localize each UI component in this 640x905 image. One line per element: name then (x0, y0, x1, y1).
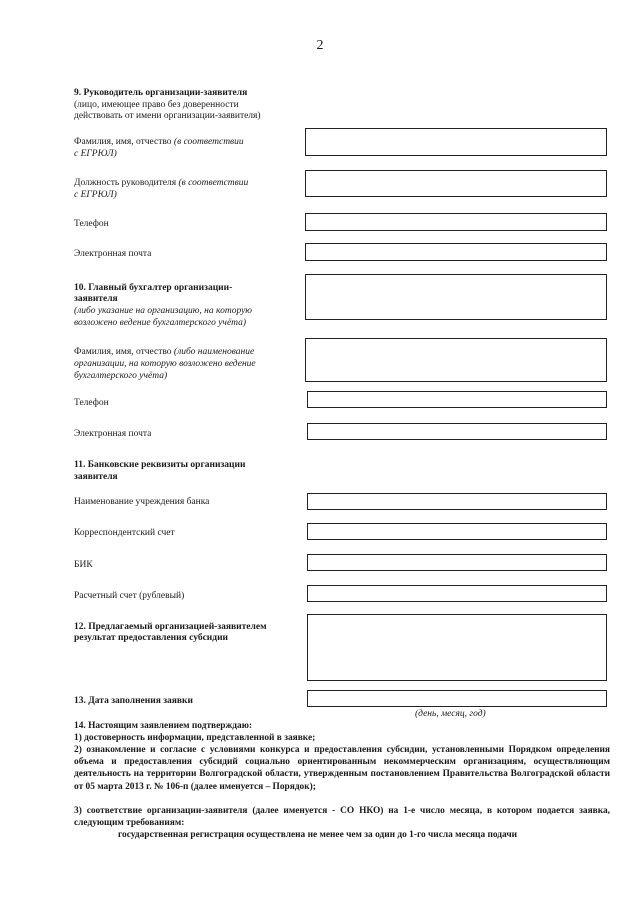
s11-corr-field[interactable] (307, 523, 607, 540)
section14-title: 14. Настоящим заявлением подтверждаю: (74, 721, 253, 731)
s9-position-label-row (74, 178, 248, 190)
section10-note-line1: (либо указание на организацию, на которую (74, 306, 252, 316)
s9-fio-field[interactable] (305, 128, 607, 156)
s10-fio-field[interactable] (305, 338, 607, 382)
section9-subtitle-line2: действовать от имени организации-заявителя) (74, 111, 261, 121)
s11-bik-field[interactable] (307, 554, 607, 571)
s10-fio-note1: (либо наименование (173, 347, 255, 357)
section9-subtitle-line1: (лицо, имеющее право без доверенности (74, 100, 239, 110)
page-number: 2 (316, 38, 324, 53)
s11-corr-label: Корреспондентский счет (74, 528, 175, 538)
section14-item3-sub: государственная регистрация осуществлена не менее чем за один до 1-го числа месяца подачи (118, 830, 518, 840)
s9-fio-note2: с ЕГРЮЛ) (74, 149, 117, 159)
section9-title: 9. Руководитель организации-заявителя (74, 88, 248, 98)
s12-result-field[interactable] (307, 614, 607, 681)
section14-item1: 1) достоверность информации, представленной в заявке; (74, 733, 316, 743)
s10-phone-field[interactable] (307, 391, 607, 408)
s11-bik-label: БИК (74, 560, 93, 570)
section10-title-line2: заявителя (74, 294, 118, 304)
s9-fio-label-row (74, 137, 244, 149)
section11-title-line1: 11. Банковские реквизиты организации (74, 460, 246, 470)
section10-note-line2: возложено ведение бухгалтерского учёта) (74, 318, 247, 328)
s9-position-note2: с ЕГРЮЛ) (74, 190, 117, 200)
s10-fio-note2: организации, на которую возложено ведение (74, 359, 256, 369)
section14-item3: 3) соответствие организации-заявителя (далее именуется - СО НКО) на 1-е число месяца, в котором подается заявка, следующим требованиям: (74, 806, 610, 829)
s9-phone-field[interactable] (305, 213, 607, 231)
s9-position-field[interactable] (305, 170, 607, 197)
s10-phone-label: Телефон (74, 398, 109, 408)
s10-email-label: Электронная почта (74, 429, 152, 439)
s11-bank-label: Наименование учреждения банка (74, 497, 210, 507)
section12-title-line2: результат предоставления субсидии (74, 633, 229, 643)
section13-title: 13. Дата заполнения заявки (74, 696, 194, 706)
s11-account-field[interactable] (307, 585, 607, 602)
s10-organization-field[interactable] (305, 274, 607, 320)
s11-account-label: Расчетный счет (рублевый) (74, 591, 185, 601)
s10-fio-label-row (74, 347, 254, 359)
s9-position-note1: (в соответствии (178, 178, 249, 188)
s9-email-label: Электронная почта (74, 249, 152, 259)
s13-date-field[interactable] (307, 690, 607, 707)
section12-title-line1: 12. Предлагаемый организацией-заявителем (74, 622, 267, 632)
s13-date-hint: (день, месяц, год) (415, 709, 486, 719)
s10-email-field[interactable] (307, 423, 607, 440)
section14-item2: 2) ознакомление и согласие с условиями конкурса и предоставления субсидии, установленными Порядком определения объема и предоставления субсидий социально ориентированным некоммерческим организациям, осуществляющим деятельность на территории Волгоградской области, утвержденным постановлением Правительства Волгоградской области от 05 марта 2013 г. № 106-п (далее именуется – Порядок); (74, 745, 610, 792)
section10-title-line1: 10. Главный бухгалтер организации- (74, 283, 233, 293)
s9-phone-label: Телефон (74, 219, 109, 229)
s9-fio-label: Фамилия, имя, отчество (74, 137, 172, 147)
s9-fio-note1: (в соответствии (173, 137, 244, 147)
s10-fio-note3: бухгалтерского учёта) (74, 371, 168, 381)
section11-title-line2: заявителя (74, 472, 118, 482)
s9-email-field[interactable] (305, 243, 607, 261)
s11-bank-field[interactable] (307, 493, 607, 510)
s9-position-label: Должность руководителя (74, 178, 177, 188)
s10-fio-label: Фамилия, имя, отчество (74, 347, 172, 357)
